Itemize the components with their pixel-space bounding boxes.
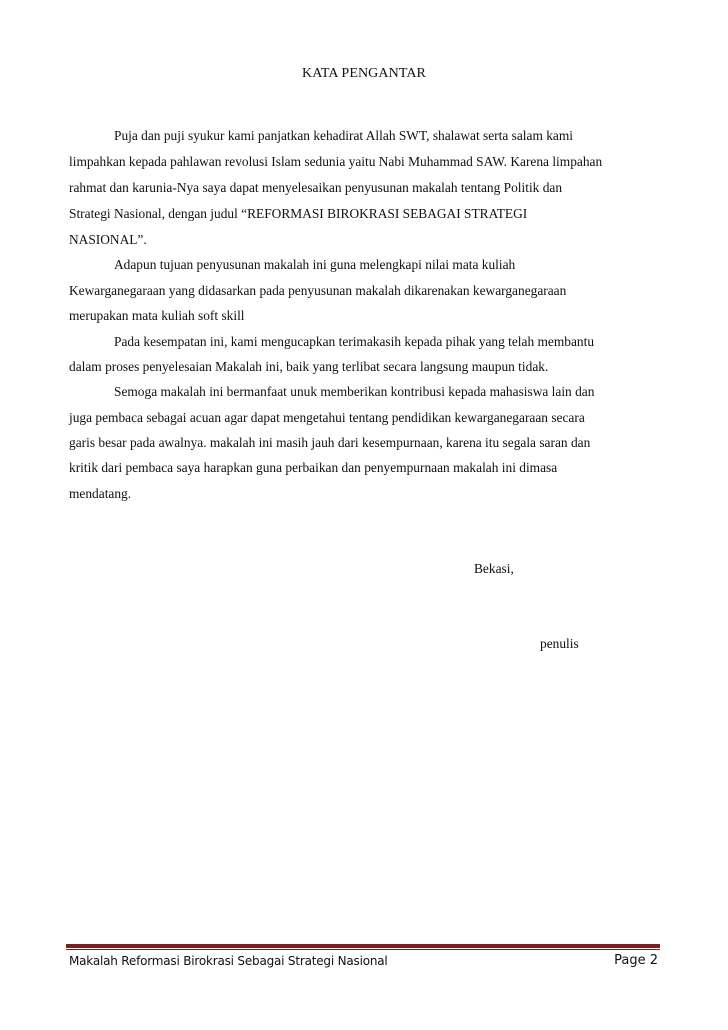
footer-page-number: Page 2 [614, 953, 658, 968]
footer-rule-thin [66, 949, 660, 950]
paragraph-line: mendatang. [69, 486, 132, 501]
paragraph-line: juga pembaca sebagai acuan agar dapat mengetahui tentang pendidikan kewarganegaraan secara [69, 410, 585, 425]
paragraph-line: Puja dan puji syukur kami panjatkan kehadirat Allah SWT, shalawat serta salam kami [114, 128, 574, 143]
page-title [0, 66, 728, 82]
paragraph-line: garis besar pada awalnya. makalah ini masih jauh dari kesempurnaan, karena itu segala saran dan [69, 435, 591, 450]
footer-document-title: Makalah Reformasi Birokrasi Sebagai Strategi Nasional [69, 954, 388, 968]
paragraph-line: kritik dari pembaca saya harapkan guna perbaikan dan penyempurnaan makalah ini dimasa [69, 460, 558, 475]
signature-name: penulis [540, 636, 579, 651]
paragraph-line: Pada kesempatan ini, kami mengucapkan terimakasih kepada pihak yang telah membantu [114, 334, 595, 349]
paragraph-line: merupakan mata kuliah soft skill [69, 308, 245, 323]
footer-rule [66, 944, 660, 948]
paragraph-line: Strategi Nasional, dengan judul “REFORMASI BIROKRASI SEBAGAI STRATEGI [69, 206, 528, 221]
paragraph-line: Adapun tujuan penyusunan makalah ini guna melengkapi nilai mata kuliah [114, 257, 516, 272]
paragraph-line: dalam proses penyelesaian Makalah ini, baik yang terlibat secara langsung maupun tidak. [69, 359, 549, 374]
page-title-text: KATA PENGANTAR [302, 66, 426, 81]
paragraph-line: rahmat dan karunia-Nya saya dapat menyelesaikan penyusunan makalah tentang Politik dan [69, 180, 563, 195]
paragraph-line: NASIONAL”. [69, 232, 147, 247]
signature-city: Bekasi, [474, 561, 514, 576]
paragraph-line: Kewarganegaraan yang didasarkan pada penyusunan makalah dikarenakan kewarganegaraan [69, 283, 567, 298]
paragraph-line: Semoga makalah ini bermanfaat unuk memberikan kontribusi kepada mahasiswa lain dan [114, 384, 595, 399]
paragraph-line: limpahkan kepada pahlawan revolusi Islam sedunia yaitu Nabi Muhammad SAW. Karena limpahan [69, 154, 603, 169]
